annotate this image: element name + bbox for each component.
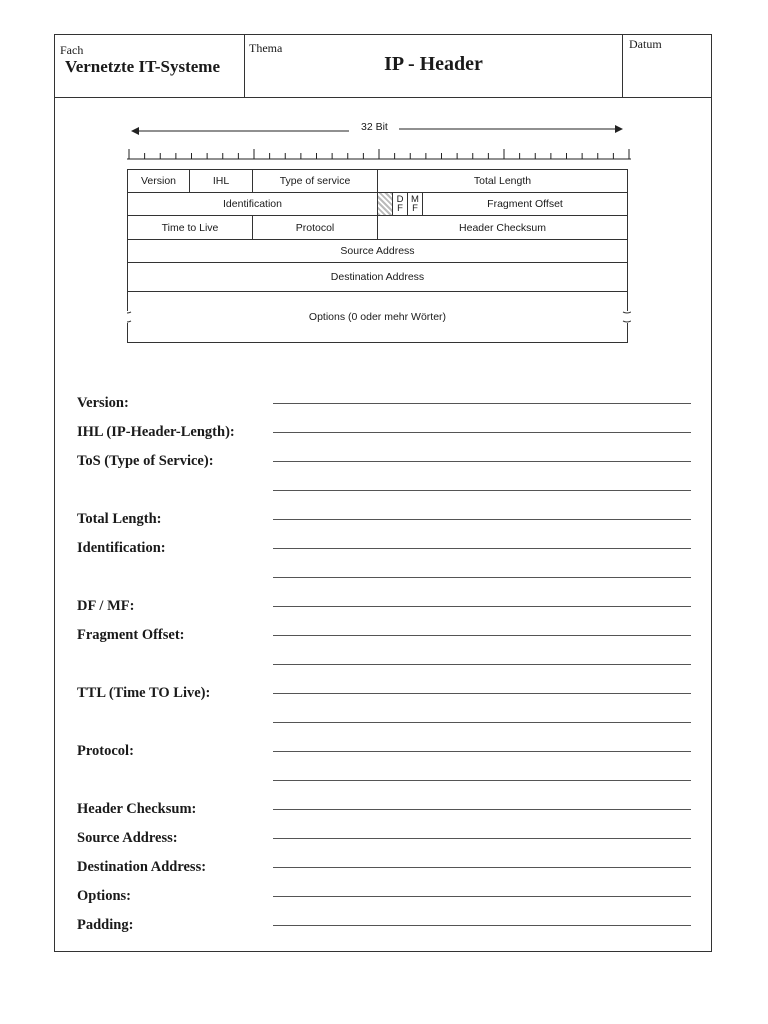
field-label: ToS (Type of Service): bbox=[77, 453, 214, 469]
field-label: Destination Address: bbox=[77, 859, 207, 875]
field-label: TTL (Time TO Live): bbox=[77, 685, 211, 701]
answer-line[interactable] bbox=[273, 664, 691, 665]
field-type-of-service: Type of service bbox=[252, 169, 378, 193]
answer-line[interactable] bbox=[273, 432, 691, 433]
answer-line[interactable] bbox=[273, 548, 691, 549]
field-label: Fragment Offset: bbox=[77, 627, 185, 643]
answer-line[interactable] bbox=[273, 635, 691, 636]
answer-line[interactable] bbox=[273, 780, 691, 781]
thema-cell bbox=[245, 35, 623, 97]
answer-line[interactable] bbox=[273, 809, 691, 810]
answer-line[interactable] bbox=[273, 838, 691, 839]
field-header-checksum: Header Checksum bbox=[377, 215, 628, 240]
field-reserved-flag bbox=[377, 192, 393, 216]
answer-line[interactable] bbox=[273, 722, 691, 723]
field-time-to-live: Time to Live bbox=[127, 215, 253, 240]
worksheet bbox=[54, 34, 712, 952]
field-identification: Identification bbox=[127, 192, 378, 216]
field-label: Header Checksum: bbox=[77, 801, 197, 817]
field-label: Protocol: bbox=[77, 743, 134, 759]
field-df-flag: D F bbox=[392, 192, 408, 216]
datum-label: Datum bbox=[629, 37, 662, 51]
datum-cell bbox=[623, 35, 713, 97]
field-label: Identification: bbox=[77, 540, 166, 556]
answer-line[interactable] bbox=[273, 519, 691, 520]
field-total-length: Total Length bbox=[377, 169, 628, 193]
answer-line[interactable] bbox=[273, 606, 691, 607]
thema-label: Thema bbox=[249, 41, 283, 55]
field-label: IHL (IP-Header-Length): bbox=[77, 424, 235, 440]
field-label: Padding: bbox=[77, 917, 134, 933]
fach-label: Fach bbox=[60, 43, 84, 57]
options-break-marks bbox=[127, 291, 631, 343]
answer-line[interactable] bbox=[273, 751, 691, 752]
field-fragment-offset: Fragment Offset bbox=[422, 192, 628, 216]
field-protocol: Protocol bbox=[252, 215, 378, 240]
field-ihl: IHL bbox=[189, 169, 253, 193]
field-label: Source Address: bbox=[77, 830, 178, 846]
field-label: Options: bbox=[77, 888, 131, 904]
field-destination-address: Destination Address bbox=[127, 262, 628, 292]
field-version: Version bbox=[127, 169, 190, 193]
answer-line[interactable] bbox=[273, 461, 691, 462]
field-label: Version: bbox=[77, 395, 129, 411]
answer-line[interactable] bbox=[273, 925, 691, 926]
bit-width-label: 32 Bit bbox=[361, 121, 388, 133]
answer-line[interactable] bbox=[273, 490, 691, 491]
field-options: Options (0 oder mehr Wörter) bbox=[127, 291, 628, 343]
answer-line[interactable] bbox=[273, 403, 691, 404]
answer-line[interactable] bbox=[273, 896, 691, 897]
subject-title: Vernetzte IT-Systeme bbox=[65, 57, 221, 76]
field-source-address: Source Address bbox=[127, 239, 628, 263]
answer-line[interactable] bbox=[273, 867, 691, 868]
answer-line[interactable] bbox=[273, 577, 691, 578]
fach-cell bbox=[55, 35, 245, 97]
header-table bbox=[55, 35, 711, 98]
field-mf-flag: M F bbox=[407, 192, 423, 216]
field-label: Total Length: bbox=[77, 511, 162, 527]
answer-line[interactable] bbox=[273, 693, 691, 694]
topic-title: IP - Header bbox=[384, 53, 483, 75]
ip-header-diagram bbox=[127, 117, 631, 347]
field-label: DF / MF: bbox=[77, 598, 135, 614]
